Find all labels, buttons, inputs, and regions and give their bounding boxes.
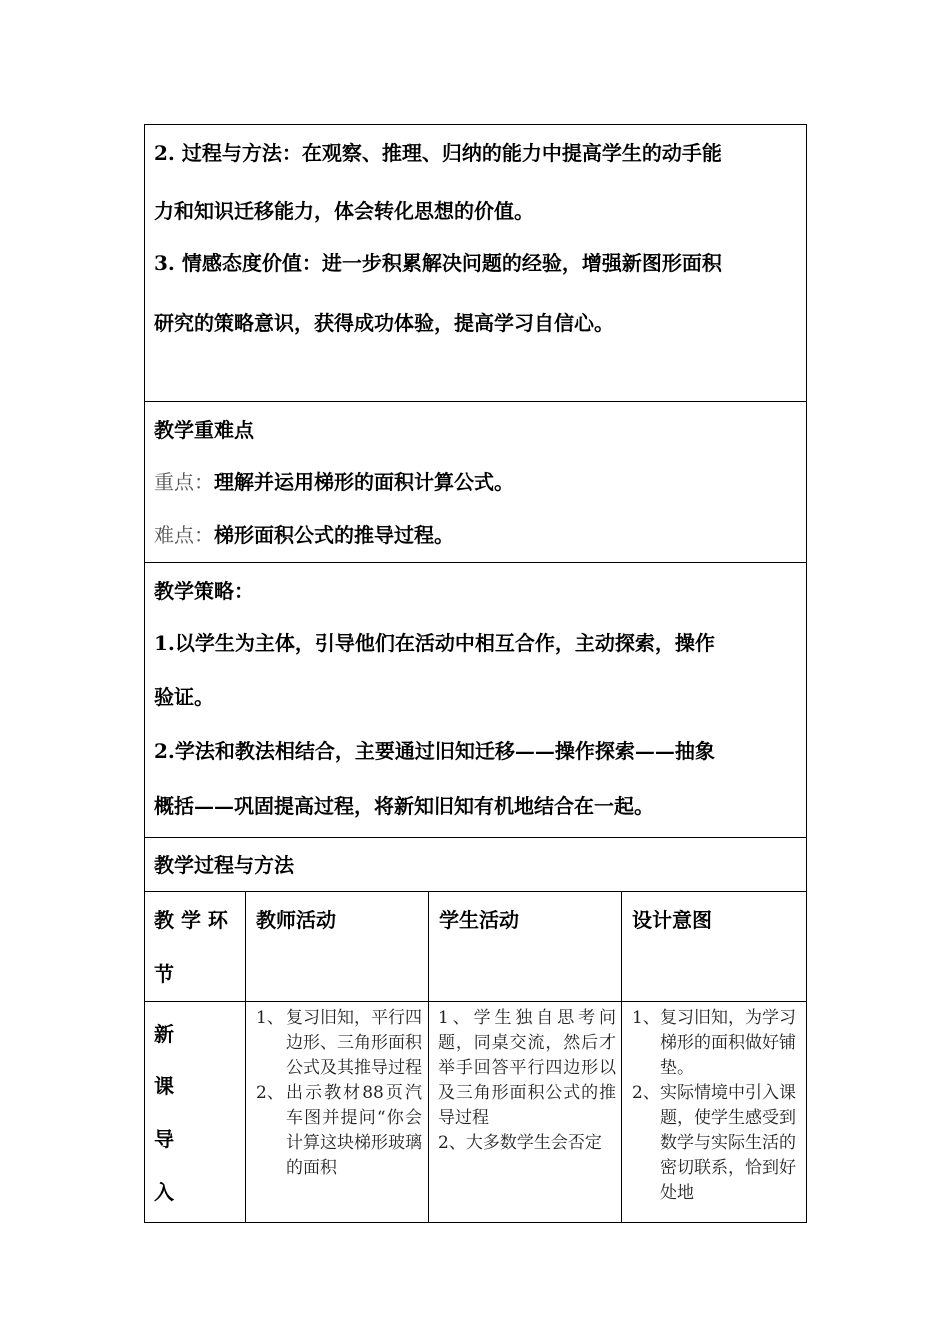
item-number: 2、 xyxy=(256,1083,284,1103)
intent-cell xyxy=(622,1002,806,1222)
stage-cell xyxy=(145,1002,246,1222)
student-activity-list xyxy=(438,1006,616,1156)
item-text: 2、大多数学生会否定 xyxy=(438,1133,602,1153)
stage-header-cell xyxy=(145,892,246,1001)
item-text: 复习旧知，平行四边形、三角形面积公式及其推导过程 xyxy=(286,1008,422,1078)
intent-item xyxy=(632,1081,796,1206)
stage-char-2: 课 xyxy=(154,1074,174,1098)
objectives-section xyxy=(145,125,806,402)
difficulty-line xyxy=(154,523,454,547)
item-text: 1、学生独自思考问题，同桌交流，然后才举手回答平行四边形以及三角形面积公式的推导过程 xyxy=(438,1008,616,1128)
intent-header-cell xyxy=(622,892,806,1001)
objective-line-2: 力和知识迁移能力，体会转化思想的价值。 xyxy=(154,199,534,223)
stage-header-line-1: 教 学 环 xyxy=(154,908,228,932)
teacher-header-cell xyxy=(246,892,429,1001)
stage-header-line-2: 节 xyxy=(154,962,174,986)
intent-item xyxy=(632,1006,796,1081)
process-title: 教学过程与方法 xyxy=(154,853,294,877)
student-activity-cell xyxy=(429,1002,622,1222)
teacher-activity-cell xyxy=(246,1002,429,1222)
process-header-row xyxy=(145,892,806,1002)
strategy-line-4: 概括——巩固提高过程，将新知旧知有机地结合在一起。 xyxy=(154,794,654,818)
strategy-line-2: 验证。 xyxy=(154,685,214,709)
stage-char-4: 入 xyxy=(154,1180,174,1204)
item-text: 实际情境中引入课题，使学生感受到数学与实际生活的密切联系，恰到好处地 xyxy=(660,1083,796,1203)
strategy-line-1: 1.以学生为主体，引导他们在活动中相互合作，主动探索，操作 xyxy=(154,631,715,655)
stage-char-1: 新 xyxy=(154,1022,174,1046)
focus-text: 理解并运用梯形的面积计算公式。 xyxy=(214,470,514,494)
student-header-cell xyxy=(429,892,622,1001)
key-points-section xyxy=(145,402,806,563)
lesson-plan-table xyxy=(144,124,807,1223)
strategy-line-3: 2.学法和教法相结合，主要通过旧知迁移——操作探索——抽象 xyxy=(154,739,715,763)
objective-line-1: 2. 过程与方法：在观察、推理、归纳的能力中提高学生的动手能 xyxy=(154,141,722,165)
item-text: 出示教材88页汽车图并提问“你会计算这块梯形玻璃的面积 xyxy=(286,1083,422,1178)
strategy-title: 教学策略： xyxy=(154,579,254,603)
key-points-title: 教学重难点 xyxy=(154,418,254,442)
teacher-activity-item xyxy=(256,1081,422,1181)
strategy-section xyxy=(145,563,806,838)
difficulty-text: 梯形面积公式的推导过程。 xyxy=(214,523,454,547)
teacher-activity-item xyxy=(256,1006,422,1081)
student-activity-item xyxy=(438,1006,616,1131)
intent-header: 设计意图 xyxy=(632,908,712,932)
item-number: 2、 xyxy=(632,1083,660,1103)
student-header: 学生活动 xyxy=(439,908,519,932)
item-number: 1、 xyxy=(632,1008,660,1028)
teacher-activity-list xyxy=(256,1006,422,1181)
item-text: 复习旧知，为学习梯形的面积做好铺垫。 xyxy=(660,1008,796,1078)
focus-label: 重点： xyxy=(154,470,214,494)
teacher-header: 教师活动 xyxy=(256,908,336,932)
objective-line-3: 3. 情感态度价值：进一步积累解决问题的经验，增强新图形面积 xyxy=(154,251,722,275)
student-activity-item xyxy=(438,1131,616,1156)
item-number: 1、 xyxy=(256,1008,284,1028)
difficulty-label: 难点： xyxy=(154,523,214,547)
objective-line-4: 研究的策略意识，获得成功体验，提高学习自信心。 xyxy=(154,311,614,335)
stage-char-3: 导 xyxy=(154,1127,174,1151)
process-title-section xyxy=(145,838,806,892)
intent-list xyxy=(632,1006,796,1206)
focus-line xyxy=(154,470,514,494)
process-row-intro xyxy=(145,1002,806,1222)
